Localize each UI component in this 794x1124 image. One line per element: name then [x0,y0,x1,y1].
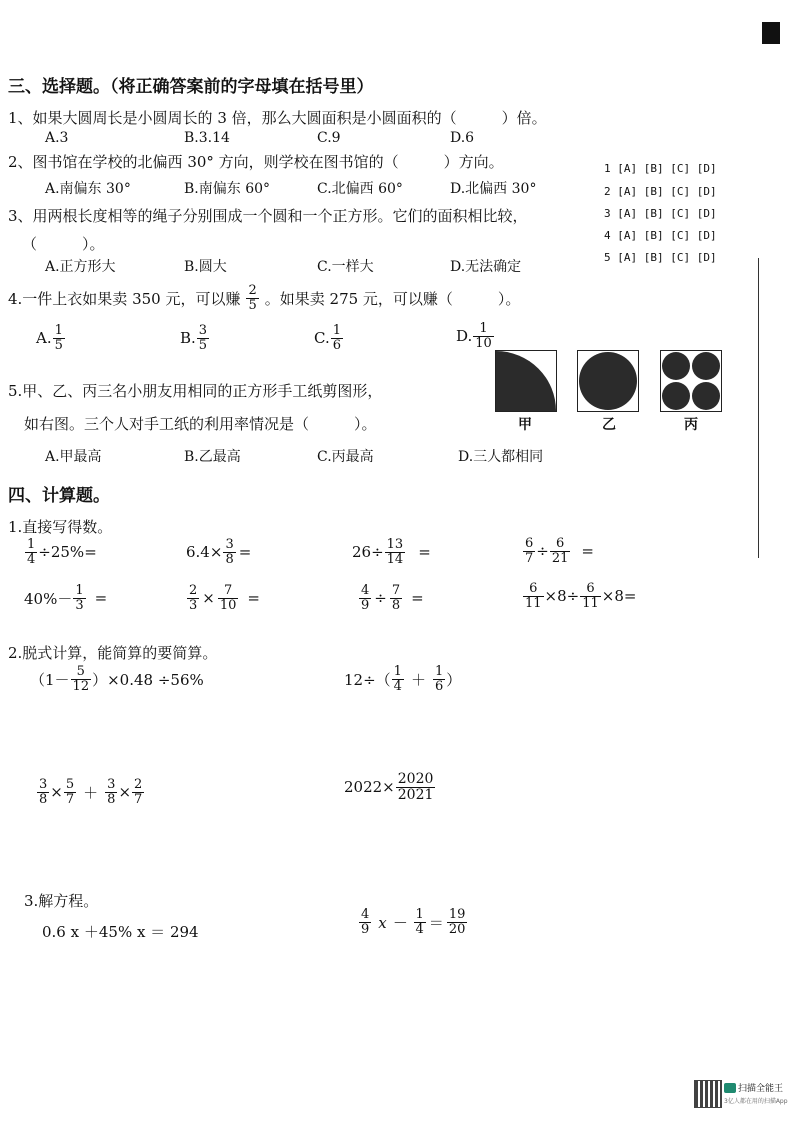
answer-row-4: 4 [A] [B] [C] [D] [604,229,717,242]
q2-option-b: B.南偏东 60° [184,181,271,197]
calc-2: 6.4× $\frac{3}{8}$ = [186,537,252,567]
figure-bing-four-circles [660,350,722,412]
question-4 [8,284,520,312]
question-5: 5.甲、乙、丙三名小朋友用相同的正方形手工纸剪图形， [8,382,383,400]
stepwise-3: $\frac{3}{8}$ × $\frac{5}{7}$ ＋ $\frac{3}{8}$ × $\frac{2}{7}$ [39,777,143,807]
q2-option-a: A.南偏东 30° [45,181,131,197]
q4-stem-b: 。如果卖 275 元，可以赚（ ）。 [264,289,521,308]
q5-option-c: C.丙最高 [317,449,374,465]
q4-option-c: C. $\frac{1}{6}$ [314,323,341,353]
margin-line [758,258,759,558]
q5-option-a: A.甲最高 [45,449,102,465]
q4-fraction: $\frac{2}{5}$ [248,283,257,313]
q1-option-d: D.6 [450,130,475,146]
stepwise-1: （1－ $\frac{5}{12}$ ）×0.48 ÷56% [30,664,204,694]
q1-option-c: C.9 [317,130,341,146]
figure-jia-quarter-circle [495,350,557,412]
answer-row-1: 1 [A] [B] [C] [D] [604,162,717,175]
q4-stem-a: 4.一件上衣如果卖 350 元，可以赚 [8,289,241,308]
calc-5: 40%－ $\frac{1}{3}$ = [24,583,108,613]
q4-option-d: D. $\frac{1}{10}$ [456,321,492,351]
section-4-title: 四、计算题。 [8,486,110,506]
corner-marker [762,22,780,44]
q3-option-b: B.圆大 [184,259,227,275]
figure-label-bing: 丙 [684,417,698,433]
question-1: 1、如果大圆周长是小圆周长的 3 倍，那么大圆面积是小圆面积的（ ）倍。 [8,109,547,127]
answer-row-5: 5 [A] [B] [C] [D] [604,251,717,264]
figure-label-jia: 甲 [518,417,532,433]
footer-brand: 扫描全能王 [738,1084,784,1094]
q3-option-c: C.一样大 [317,259,374,275]
figure-label-yi: 乙 [602,417,616,433]
calc-6: $\frac{2}{3}$ × $\frac{7}{10}$ = [189,583,260,613]
footer-sub: 3亿人都在用的扫描App [724,1098,788,1105]
q3-option-a: A.正方形大 [45,259,116,275]
stepwise-2: 12÷（ $\frac{1}{4}$ ＋ $\frac{1}{6}$ ） [344,664,462,694]
equation-2: $\frac{4}{9}$ x － $\frac{1}{4}$ ＝ $\frac{19}{20}$ [361,907,466,937]
qr-code-icon [694,1080,722,1108]
calc-4: $\frac{6}{7}$ ÷ $\frac{6}{21}$ = [525,536,594,566]
q5-option-d: D.三人都相同 [458,449,544,465]
calc-1: $\frac{1}{4}$ ÷25%= [27,537,97,567]
part-3-title: 3.解方程。 [24,892,99,910]
q3-option-d: D.无法确定 [450,259,522,275]
figure-yi-circle [577,350,639,412]
q4-option-a: A. $\frac{1}{5}$ [36,323,63,353]
question-3-blank: （ ）。 [22,235,105,253]
calc-8: $\frac{6}{11}$ ×8÷ $\frac{6}{11}$ ×8= [525,581,637,611]
q1-option-b: B.3.14 [184,130,230,146]
question-5-line2: 如右图。三个人对手工纸的利用率情况是（ ）。 [24,415,377,433]
part-2-title: 2.脱式计算，能简算的要简算。 [8,644,218,662]
q4-option-b: B. $\frac{3}{5}$ [180,323,208,353]
stepwise-4: 2022× $\frac{2020}{2021}$ [344,771,434,803]
answer-row-2: 2 [A] [B] [C] [D] [604,185,717,198]
calc-7: $\frac{4}{9}$ ÷ $\frac{7}{8}$ = [361,583,424,613]
question-2: 2、图书馆在学校的北偏西 30° 方向，则学校在图书馆的（ ）方向。 [8,153,504,171]
q2-option-c: C.北偏西 60° [317,181,403,197]
calc-3: 26÷ $\frac{13}{14}$ = [352,537,431,567]
section-3-title: 三、选择题。（将正确答案前的字母填在括号里） [8,77,374,97]
question-3: 3、用两根长度相等的绳子分别围成一个圆和一个正方形。它们的面积相比较， [8,207,528,225]
q5-option-b: B.乙最高 [184,449,241,465]
equation-1: 0.6 x ＋45% x ＝ 294 [42,923,199,941]
q1-option-a: A.3 [45,130,69,146]
part-1-title: 1.直接写得数。 [8,518,113,536]
camscanner-logo-icon [724,1083,736,1093]
answer-row-3: 3 [A] [B] [C] [D] [604,207,717,220]
q2-option-d: D.北偏西 30° [450,181,537,197]
